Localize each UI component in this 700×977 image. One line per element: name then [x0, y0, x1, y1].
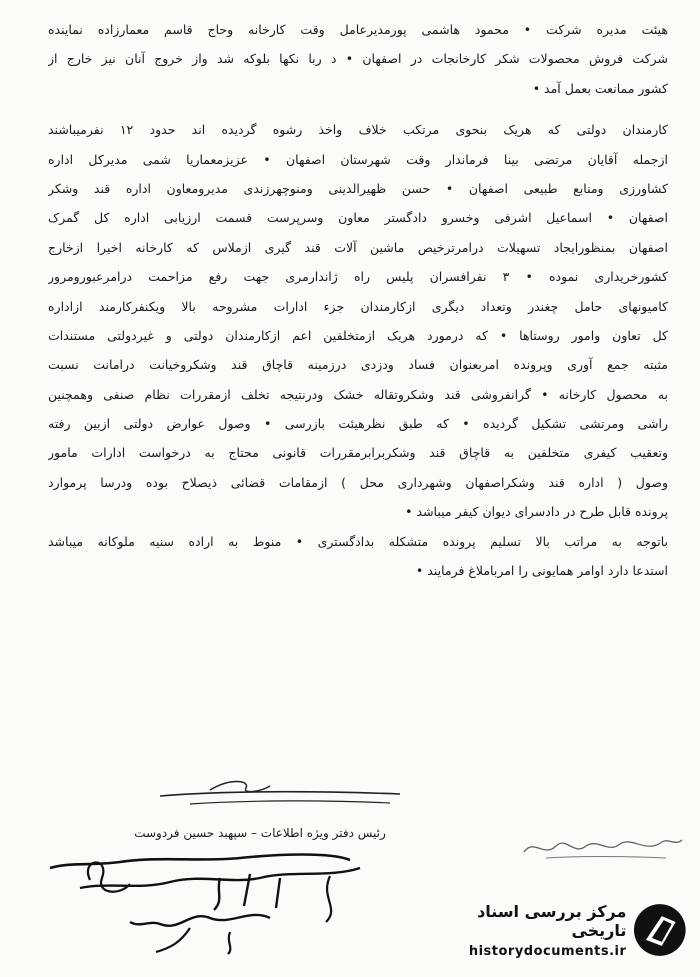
- text-line: کشاورزی ومنابع طبیعی اصفهان • حسن ظهیرالدینی ومنوچهرزندی مدیرومعاون اداره قند وشکر: [48, 180, 668, 196]
- text-line: پرونده قابل طرح در دادسرای دیوان کیفر میباشد •: [405, 504, 668, 520]
- text-line: اصفهان • اسماعیل اشرفی وخسرو دادگستر معاون وسرپرست قسمت ارزیابی اداره کل گمرک: [48, 210, 668, 226]
- signature-block: [134, 770, 410, 850]
- text-line: کشور ممانعت بعمل آمد •: [532, 80, 668, 96]
- text-line: مثبته جمع آوری وپرونده امربعنوان فساد ودزدی درزمینه قاچاق قند وشکروخیانت درامانت نسبت: [48, 357, 668, 373]
- signature-caption: رئیس دفتر ویژه اطلاعات – سپهبد حسین فردوست: [134, 826, 386, 840]
- text-line: وتعقیب کیفری متخلفین به قاچاق قند وشکربرابرمقررات قانونی محتاج به درخواست ادارات مامور: [48, 445, 668, 461]
- text-line: شرکت فروش محصولات شکر کارخانجات در اصفهان • د ربا نکها بلوکه شد واز خروج آنان نیز خارج از: [48, 51, 668, 67]
- text-line: باتوجه به مراتب بالا تسلیم پرونده متشکله بدادگستری • منوط به اراده سنیه ملوکانه میباشد: [48, 533, 668, 549]
- signature-scribble: [150, 770, 410, 810]
- text-line: هیئت مدیره شرکت • محمود هاشمی پورمدیرعامل وقت کارخانه وحاج قاسم معمارزاده نماینده: [48, 22, 668, 37]
- text-line: وصول ( اداره قند وشکراصفهان وشهرداری محل ) ازمقامات قضائی ذیصلاح بوده ودرسا پرموارد: [48, 474, 668, 490]
- watermark-title: مرکز بررسی اسناد تاریخی: [477, 901, 627, 940]
- archive-logo-icon: [632, 902, 688, 958]
- handwritten-annotation: [30, 848, 410, 958]
- text-line: به محصول کارخانه • گرانفروشی قند وشکروتقاله خشک ودرنتیجه تخلف ازمقررات نظام صنفی وهمچنین: [48, 386, 668, 402]
- text-line: استدعا دارد اوامر همایونی را امرباملاغ فرمایند •: [415, 563, 668, 579]
- handwritten-margin-note: [516, 828, 686, 864]
- text-line: کامیونهای حامل چغندر وتعداد دیگری ازکارمندان جزء ادارات مشروحه بالا ویکنفرکارمند ازاداره: [48, 298, 668, 314]
- document-body: [48, 20, 668, 590]
- text-line: اصفهان بمنظورایجاد تسهیلات درامرترخیص ماشین آلات قند گیری ازملاس که کارخانه اخیرا ازخارج: [48, 239, 668, 255]
- text-line: کل تعاون وامور روستاها • که درمورد هریک ازمتخلفین اعم ازکارمندان دولتی و غیردولتی مستندات: [48, 327, 668, 343]
- watermark: [418, 895, 688, 965]
- text-line: کارمندان دولتی که هریک بنحوی مرتکب خلاف واخذ رشوه گردیده اند حدود ١٢ نفرمیباشند: [48, 122, 668, 138]
- text-line: ازجمله آقایان مرتضی بینا فرماندار وقت شهرستان اصفهان • عزیزمعماریا شمی مدیرکل اداره: [48, 151, 668, 167]
- text-line: راشی ومرتشی تشکیل گردیده • که طبق نظرهیئت بازرسی • وصول عوارض دولتی ازبین رفته: [48, 416, 668, 432]
- text-line: کشورخریداری نموده • ٣ نفرافسران پلیس راه ژاندارمری جهت رفع مزاحمت درامرعبورومرور: [48, 269, 668, 285]
- watermark-url: historydocuments.ir: [468, 943, 627, 959]
